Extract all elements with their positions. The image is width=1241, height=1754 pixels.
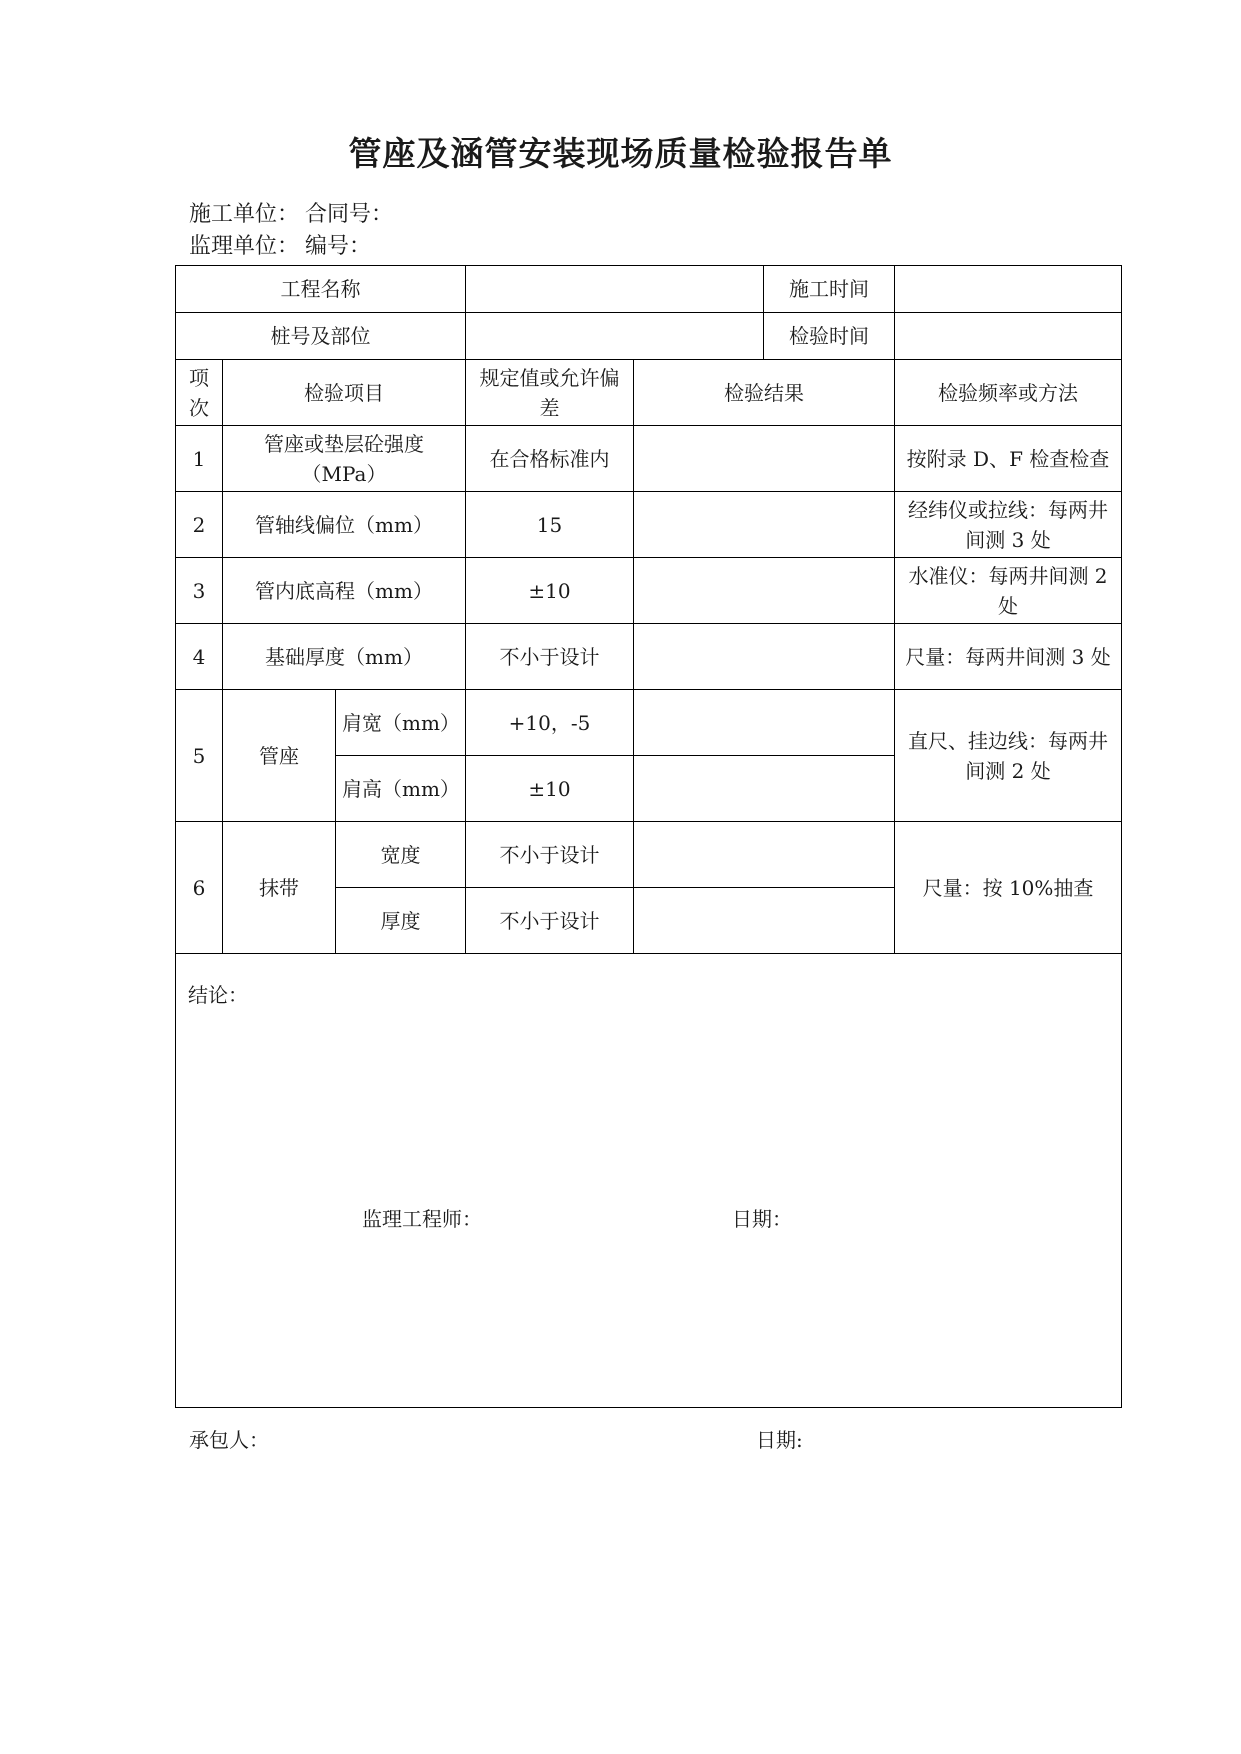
row-result[interactable]	[634, 690, 895, 756]
column-header-row	[176, 360, 1122, 426]
inspection-table	[175, 265, 1122, 1408]
row-subitem: 肩高（mm）	[336, 756, 466, 822]
row-method: 尺量：按 10%抽查	[895, 822, 1122, 954]
row-no: 3	[176, 558, 223, 624]
row-spec: 不小于设计	[466, 624, 634, 690]
row-result[interactable]	[634, 888, 895, 954]
table-row	[176, 690, 1122, 756]
construction-unit-label: 施工单位：	[189, 202, 300, 227]
row-method: 直尺、挂边线：每两井间测 2 处	[895, 690, 1122, 822]
row-subitem: 肩宽（mm）	[336, 690, 466, 756]
row-result[interactable]	[634, 756, 895, 822]
header-line-1	[189, 201, 399, 229]
row-group: 抹带	[223, 822, 336, 954]
row-spec: 不小于设计	[466, 888, 634, 954]
station-value[interactable]	[466, 313, 764, 360]
serial-no-label: 编号：	[305, 234, 372, 259]
row-result[interactable]	[634, 624, 895, 690]
table-row	[176, 492, 1122, 558]
footer-date-label: 日期:	[756, 1428, 803, 1452]
row-item: 管内底高程（mm）	[223, 558, 466, 624]
supervision-engineer-label: 监理工程师：	[362, 1207, 482, 1231]
row-method: 水准仪：每两井间测 2 处	[895, 558, 1122, 624]
table-row	[176, 558, 1122, 624]
table-row	[176, 624, 1122, 690]
row-no: 2	[176, 492, 223, 558]
conclusion-cell[interactable]	[176, 954, 1122, 1408]
conclusion-label: 结论：	[188, 983, 248, 1007]
row-method: 经纬仪或拉线：每两井间测 3 处	[895, 492, 1122, 558]
header-line-2	[189, 233, 377, 261]
row-spec: 在合格标准内	[466, 426, 634, 492]
info-row-station	[176, 313, 1122, 360]
row-no: 1	[176, 426, 223, 492]
project-name-value[interactable]	[466, 266, 764, 313]
col-header-result: 检验结果	[634, 360, 895, 426]
conclusion-date-label: 日期：	[732, 1207, 792, 1231]
row-spec: ±10	[466, 558, 634, 624]
contractor-label: 承包人：	[189, 1428, 269, 1452]
row-result[interactable]	[634, 492, 895, 558]
row-item: 管轴线偏位（mm）	[223, 492, 466, 558]
row-no: 5	[176, 690, 223, 822]
row-result[interactable]	[634, 558, 895, 624]
col-header-method: 检验频率或方法	[895, 360, 1122, 426]
inspection-time-value[interactable]	[895, 313, 1122, 360]
row-subitem: 厚度	[336, 888, 466, 954]
info-row-project	[176, 266, 1122, 313]
row-method: 按附录 D、F 检查检查	[895, 426, 1122, 492]
table-row	[176, 426, 1122, 492]
station-label: 桩号及部位	[176, 313, 466, 360]
supervision-unit-label: 监理单位：	[189, 234, 300, 259]
col-header-item: 检验项目	[223, 360, 466, 426]
row-spec: 不小于设计	[466, 822, 634, 888]
page-title: 管座及涵管安装现场质量检验报告单	[348, 134, 893, 173]
col-header-index: 项次	[176, 360, 223, 426]
row-no: 4	[176, 624, 223, 690]
row-item: 管座或垫层砼强度（MPa）	[223, 426, 466, 492]
row-spec: +10，-5	[466, 690, 634, 756]
row-result[interactable]	[634, 822, 895, 888]
row-subitem: 宽度	[336, 822, 466, 888]
project-name-label: 工程名称	[176, 266, 466, 313]
col-header-spec: 规定值或允许偏差	[466, 360, 634, 426]
conclusion-row	[176, 954, 1122, 1408]
row-method: 尺量：每两井间测 3 处	[895, 624, 1122, 690]
row-spec: 15	[466, 492, 634, 558]
row-result[interactable]	[634, 426, 895, 492]
row-no: 6	[176, 822, 223, 954]
row-group: 管座	[223, 690, 336, 822]
construction-time-label: 施工时间	[764, 266, 895, 313]
construction-time-value[interactable]	[895, 266, 1122, 313]
inspection-time-label: 检验时间	[764, 313, 895, 360]
contract-no-label: 合同号：	[305, 202, 394, 227]
row-item: 基础厚度（mm）	[223, 624, 466, 690]
table-row	[176, 822, 1122, 888]
row-spec: ±10	[466, 756, 634, 822]
